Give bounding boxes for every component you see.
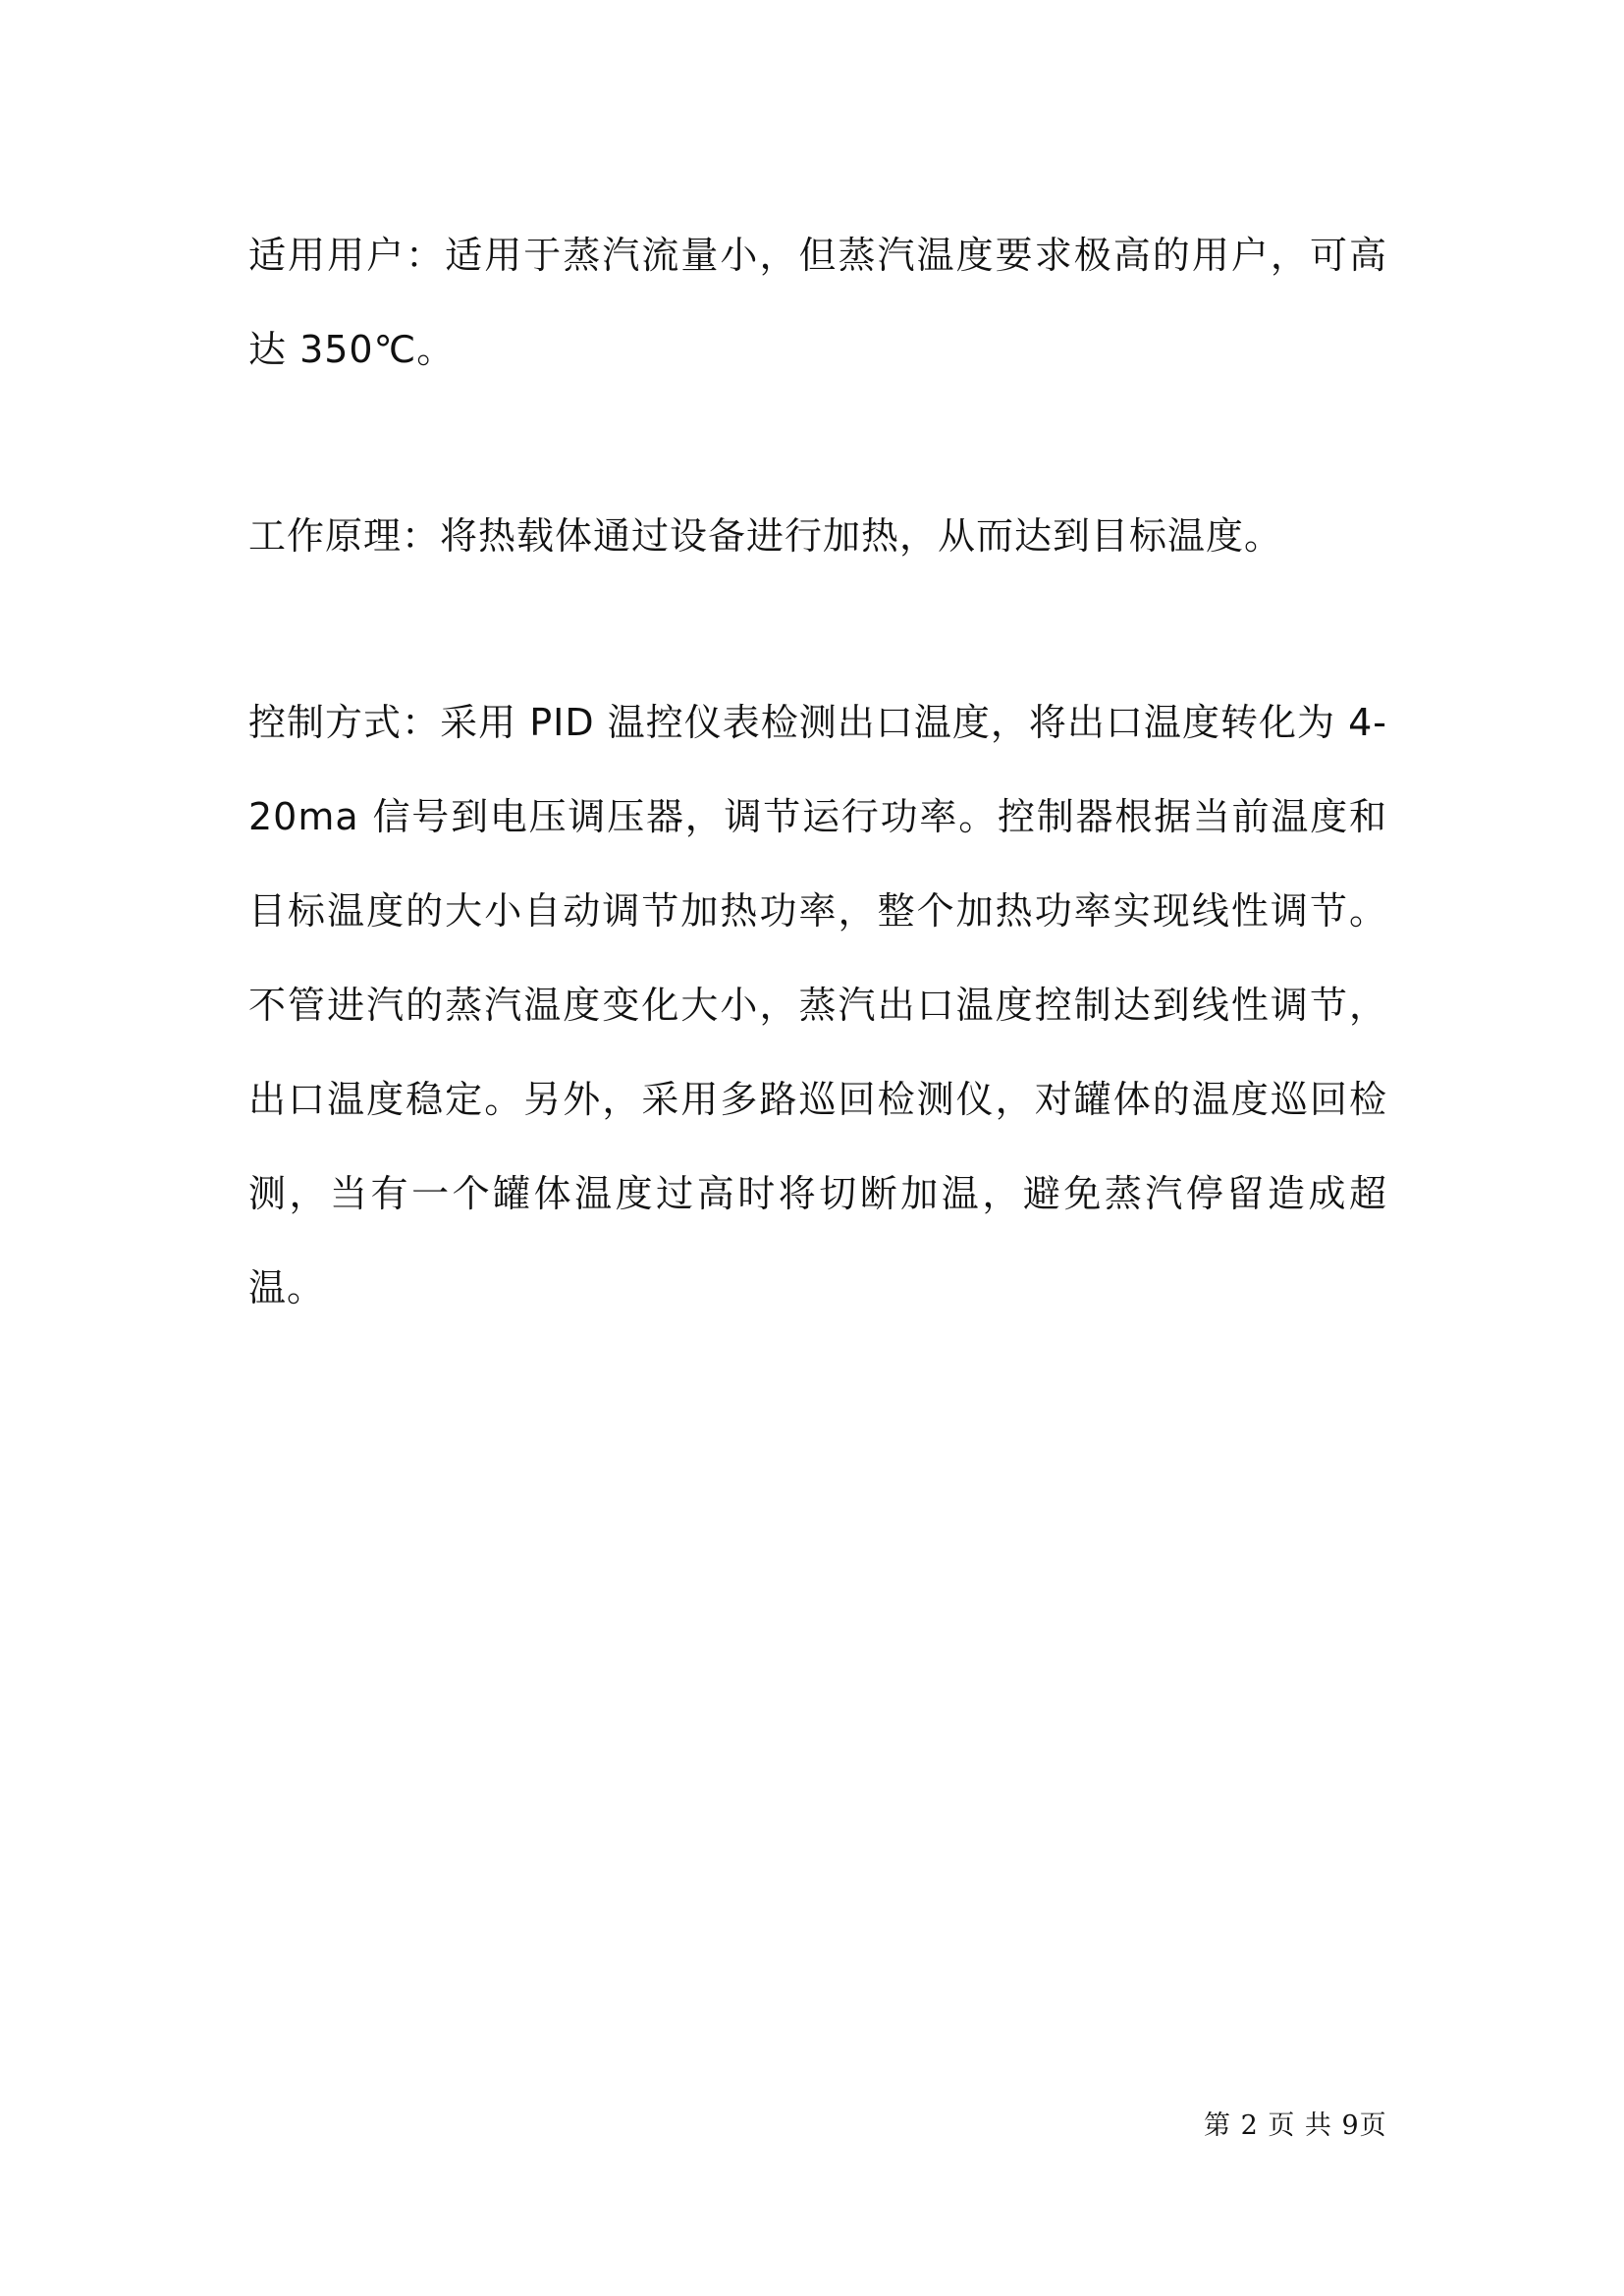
paragraph-control-method: 控制方式：采用 PID 温控仪表检测出口温度，将出口温度转化为 4-20ma 信号到电压调压器，调节运行功率。控制器根据当前温度和目标温度的大小自动调节加热功率，整个加热功率实现线性调节。不管进汽的蒸汽温度变化大小，蒸汽出口温度控制达到线性调节，出口温度稳定。另外，采用多路巡回检测仪，对罐体的温度巡回检测，当有一个罐体温度过高时将切断加温，避免蒸汽停留造成超温。 [248,701,1387,1309]
paragraph-working-principle: 工作原理：将热载体通过设备进行加热，从而达到目标温度。 [248,514,1283,558]
document-body [248,208,1387,1335]
page-number: 第 2 页 共 9页 [1204,2110,1387,2141]
paragraph-applicable-users: 适用用户：适用于蒸汽流量小，但蒸汽温度要求极高的用户，可高达 350℃。 [248,234,1387,371]
